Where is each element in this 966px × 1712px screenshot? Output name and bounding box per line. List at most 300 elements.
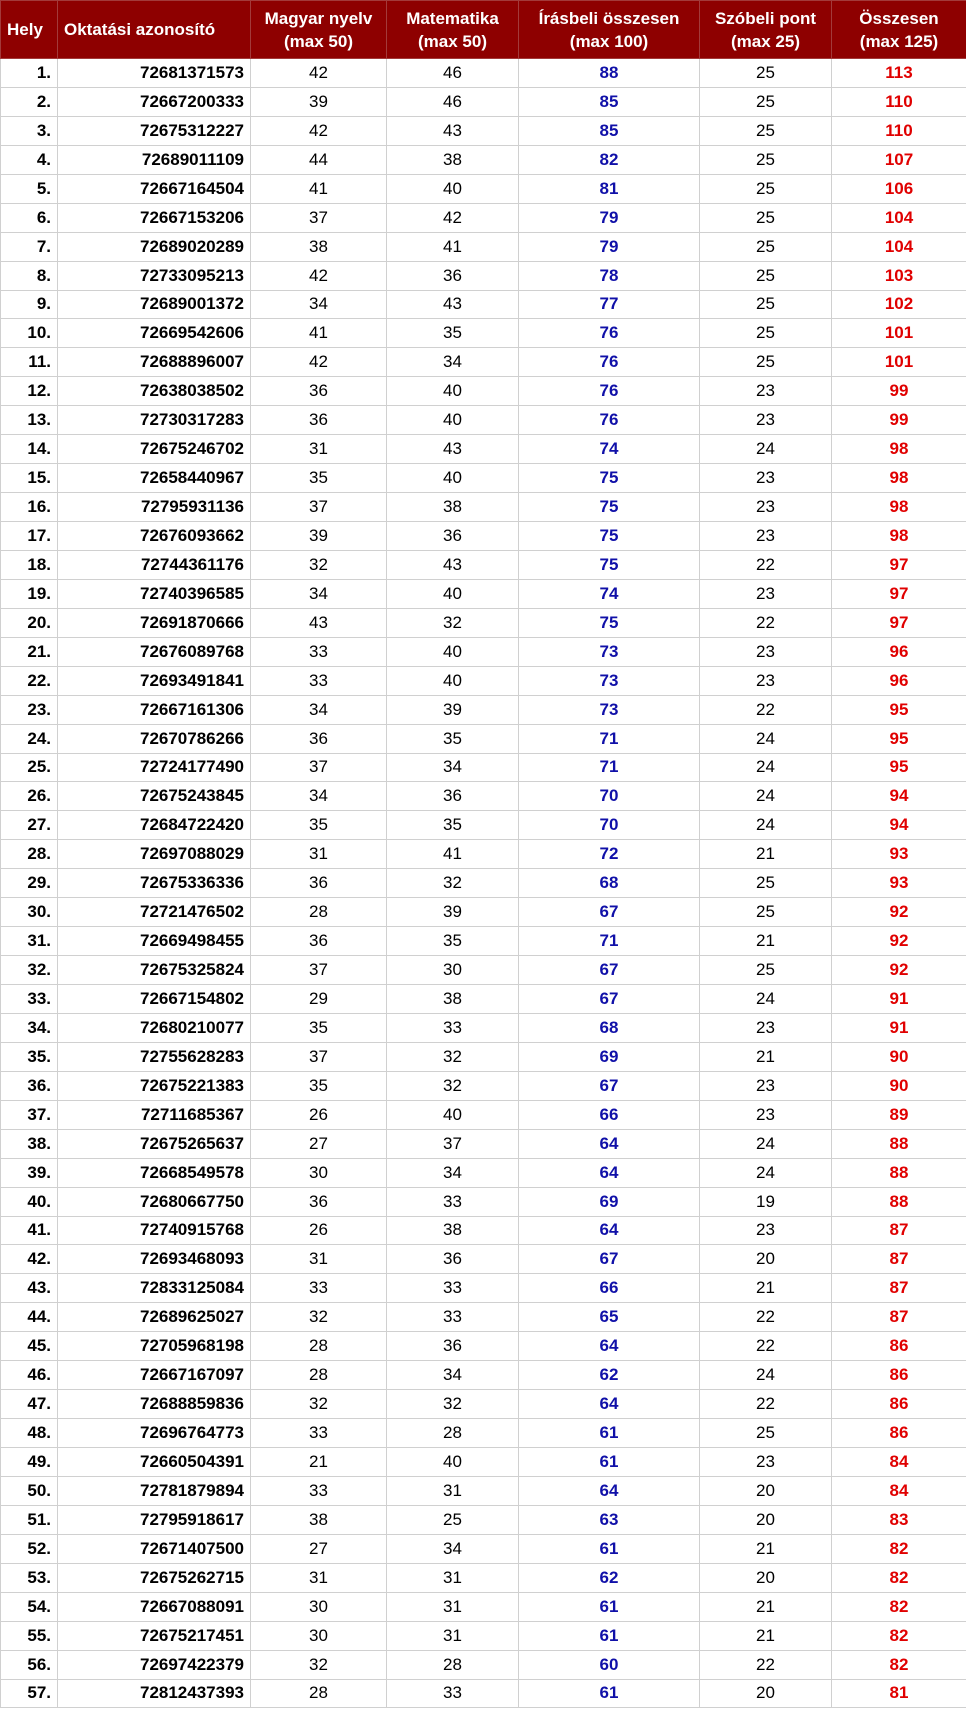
written-total-cell: 76	[519, 406, 700, 435]
grand-total-cell: 87	[832, 1303, 966, 1332]
grand-total-cell: 88	[832, 1129, 966, 1158]
student-id-cell: 72689001372	[58, 290, 251, 319]
oral-score-cell: 25	[700, 1419, 832, 1448]
student-id-cell: 72675243845	[58, 782, 251, 811]
rank-cell: 10.	[1, 319, 58, 348]
oral-score-cell: 23	[700, 377, 832, 406]
rank-cell: 29.	[1, 869, 58, 898]
student-id-cell: 72669542606	[58, 319, 251, 348]
table-row	[1, 1100, 966, 1129]
oral-score-cell: 20	[700, 1505, 832, 1534]
rank-cell: 52.	[1, 1534, 58, 1563]
rank-cell: 37.	[1, 1100, 58, 1129]
math-score-cell: 35	[387, 724, 519, 753]
grand-total-cell: 110	[832, 116, 966, 145]
written-total-cell: 61	[519, 1679, 700, 1708]
hungarian-score-cell: 43	[251, 608, 387, 637]
hungarian-score-cell: 42	[251, 348, 387, 377]
table-row	[1, 753, 966, 782]
table-row	[1, 608, 966, 637]
oral-score-cell: 25	[700, 898, 832, 927]
grand-total-cell: 113	[832, 59, 966, 88]
rank-cell: 43.	[1, 1274, 58, 1303]
oral-score-cell: 25	[700, 319, 832, 348]
hungarian-score-cell: 34	[251, 695, 387, 724]
hungarian-score-cell: 42	[251, 59, 387, 88]
student-id-cell: 72705968198	[58, 1332, 251, 1361]
student-id-cell: 72833125084	[58, 1274, 251, 1303]
written-total-cell: 64	[519, 1129, 700, 1158]
math-score-cell: 31	[387, 1621, 519, 1650]
oral-score-cell: 25	[700, 59, 832, 88]
math-score-cell: 38	[387, 1216, 519, 1245]
math-score-cell: 34	[387, 753, 519, 782]
written-total-cell: 64	[519, 1476, 700, 1505]
rank-cell: 34.	[1, 1013, 58, 1042]
rank-cell: 21.	[1, 637, 58, 666]
hungarian-score-cell: 42	[251, 261, 387, 290]
math-score-cell: 28	[387, 1650, 519, 1679]
written-total-cell: 71	[519, 753, 700, 782]
hungarian-score-cell: 39	[251, 87, 387, 116]
grand-total-cell: 93	[832, 869, 966, 898]
hungarian-score-cell: 36	[251, 927, 387, 956]
rank-cell: 20.	[1, 608, 58, 637]
rank-cell: 53.	[1, 1563, 58, 1592]
written-total-cell: 61	[519, 1534, 700, 1563]
table-row	[1, 464, 966, 493]
student-id-cell: 72668549578	[58, 1158, 251, 1187]
hungarian-score-cell: 37	[251, 956, 387, 985]
grand-total-cell: 95	[832, 753, 966, 782]
rank-cell: 39.	[1, 1158, 58, 1187]
header-grand-total-label: Összesen	[859, 8, 939, 28]
oral-score-cell: 25	[700, 869, 832, 898]
grand-total-cell: 90	[832, 1042, 966, 1071]
table-row	[1, 145, 966, 174]
rank-cell: 44.	[1, 1303, 58, 1332]
hungarian-score-cell: 39	[251, 522, 387, 551]
oral-score-cell: 25	[700, 232, 832, 261]
grand-total-cell: 106	[832, 174, 966, 203]
table-row	[1, 579, 966, 608]
grand-total-cell: 82	[832, 1534, 966, 1563]
math-score-cell: 38	[387, 985, 519, 1014]
written-total-cell: 71	[519, 927, 700, 956]
grand-total-cell: 94	[832, 811, 966, 840]
table-row	[1, 1158, 966, 1187]
oral-score-cell: 24	[700, 985, 832, 1014]
math-score-cell: 38	[387, 493, 519, 522]
header-oral-label: Szóbeli pont	[714, 8, 817, 28]
written-total-cell: 85	[519, 116, 700, 145]
rank-cell: 33.	[1, 985, 58, 1014]
rank-cell: 36.	[1, 1071, 58, 1100]
hungarian-score-cell: 36	[251, 406, 387, 435]
table-row	[1, 724, 966, 753]
hungarian-score-cell: 31	[251, 1245, 387, 1274]
rank-cell: 17.	[1, 522, 58, 551]
grand-total-cell: 82	[832, 1650, 966, 1679]
grand-total-cell: 89	[832, 1100, 966, 1129]
grand-total-cell: 95	[832, 724, 966, 753]
table-row	[1, 406, 966, 435]
table-row	[1, 203, 966, 232]
hungarian-score-cell: 33	[251, 666, 387, 695]
math-score-cell: 36	[387, 261, 519, 290]
table-row	[1, 1621, 966, 1650]
table-row	[1, 493, 966, 522]
written-total-cell: 75	[519, 464, 700, 493]
written-total-cell: 73	[519, 695, 700, 724]
math-score-cell: 31	[387, 1563, 519, 1592]
table-row	[1, 1129, 966, 1158]
rank-cell: 30.	[1, 898, 58, 927]
table-row	[1, 666, 966, 695]
oral-score-cell: 25	[700, 348, 832, 377]
grand-total-cell: 88	[832, 1187, 966, 1216]
oral-score-cell: 23	[700, 637, 832, 666]
rank-cell: 11.	[1, 348, 58, 377]
table-row	[1, 1361, 966, 1390]
student-id-cell: 72711685367	[58, 1100, 251, 1129]
table-row	[1, 840, 966, 869]
table-row	[1, 1013, 966, 1042]
oral-score-cell: 24	[700, 753, 832, 782]
hungarian-score-cell: 28	[251, 1332, 387, 1361]
oral-score-cell: 23	[700, 522, 832, 551]
oral-score-cell: 24	[700, 1158, 832, 1187]
rank-cell: 19.	[1, 579, 58, 608]
math-score-cell: 43	[387, 435, 519, 464]
rank-cell: 22.	[1, 666, 58, 695]
math-score-cell: 33	[387, 1274, 519, 1303]
rank-cell: 51.	[1, 1505, 58, 1534]
rank-cell: 5.	[1, 174, 58, 203]
hungarian-score-cell: 37	[251, 753, 387, 782]
rank-cell: 18.	[1, 550, 58, 579]
oral-score-cell: 22	[700, 1390, 832, 1419]
student-id-cell: 72638038502	[58, 377, 251, 406]
student-id-cell: 72675217451	[58, 1621, 251, 1650]
math-score-cell: 40	[387, 464, 519, 493]
header-row	[1, 1, 966, 59]
student-id-cell: 72691870666	[58, 608, 251, 637]
grand-total-cell: 97	[832, 550, 966, 579]
written-total-cell: 76	[519, 348, 700, 377]
rank-cell: 14.	[1, 435, 58, 464]
rank-cell: 41.	[1, 1216, 58, 1245]
hungarian-score-cell: 34	[251, 782, 387, 811]
hungarian-score-cell: 37	[251, 493, 387, 522]
written-total-cell: 77	[519, 290, 700, 319]
student-id-cell: 72675262715	[58, 1563, 251, 1592]
table-row	[1, 522, 966, 551]
rank-cell: 40.	[1, 1187, 58, 1216]
math-score-cell: 43	[387, 116, 519, 145]
student-id-cell: 72667153206	[58, 203, 251, 232]
header-student-id-label: Oktatási azonosító	[64, 20, 216, 39]
math-score-cell: 40	[387, 637, 519, 666]
hungarian-score-cell: 28	[251, 1679, 387, 1708]
grand-total-cell: 86	[832, 1419, 966, 1448]
oral-score-cell: 23	[700, 579, 832, 608]
math-score-cell: 32	[387, 1390, 519, 1419]
grand-total-cell: 104	[832, 232, 966, 261]
grand-total-cell: 82	[832, 1563, 966, 1592]
written-total-cell: 66	[519, 1274, 700, 1303]
student-id-cell: 72696764773	[58, 1419, 251, 1448]
oral-score-cell: 21	[700, 840, 832, 869]
hungarian-score-cell: 30	[251, 1158, 387, 1187]
grand-total-cell: 98	[832, 522, 966, 551]
written-total-cell: 61	[519, 1419, 700, 1448]
table-row	[1, 811, 966, 840]
math-score-cell: 34	[387, 1534, 519, 1563]
math-score-cell: 36	[387, 1332, 519, 1361]
rank-cell: 35.	[1, 1042, 58, 1071]
rank-cell: 57.	[1, 1679, 58, 1708]
grand-total-cell: 82	[832, 1592, 966, 1621]
header-oral-max: (max 25)	[731, 31, 800, 51]
hungarian-score-cell: 33	[251, 1419, 387, 1448]
table-row	[1, 174, 966, 203]
grand-total-cell: 101	[832, 348, 966, 377]
oral-score-cell: 19	[700, 1187, 832, 1216]
oral-score-cell: 23	[700, 666, 832, 695]
student-id-cell: 72781879894	[58, 1476, 251, 1505]
hungarian-score-cell: 29	[251, 985, 387, 1014]
grand-total-cell: 84	[832, 1476, 966, 1505]
rank-cell: 3.	[1, 116, 58, 145]
table-body	[1, 59, 966, 1708]
hungarian-score-cell: 30	[251, 1592, 387, 1621]
math-score-cell: 33	[387, 1303, 519, 1332]
rank-cell: 24.	[1, 724, 58, 753]
hungarian-score-cell: 26	[251, 1100, 387, 1129]
table-row	[1, 1042, 966, 1071]
table-row	[1, 1303, 966, 1332]
rank-cell: 1.	[1, 59, 58, 88]
written-total-cell: 67	[519, 985, 700, 1014]
student-id-cell: 72675336336	[58, 869, 251, 898]
oral-score-cell: 22	[700, 1303, 832, 1332]
oral-score-cell: 25	[700, 116, 832, 145]
rank-cell: 55.	[1, 1621, 58, 1650]
student-id-cell: 72680667750	[58, 1187, 251, 1216]
table-row	[1, 1390, 966, 1419]
math-score-cell: 40	[387, 174, 519, 203]
student-id-cell: 72795931136	[58, 493, 251, 522]
student-id-cell: 72658440967	[58, 464, 251, 493]
grand-total-cell: 96	[832, 637, 966, 666]
rank-cell: 9.	[1, 290, 58, 319]
grand-total-cell: 99	[832, 377, 966, 406]
hungarian-score-cell: 34	[251, 579, 387, 608]
student-id-cell: 72670786266	[58, 724, 251, 753]
written-total-cell: 73	[519, 637, 700, 666]
hungarian-score-cell: 31	[251, 435, 387, 464]
student-id-cell: 72693468093	[58, 1245, 251, 1274]
written-total-cell: 76	[519, 377, 700, 406]
math-score-cell: 36	[387, 1245, 519, 1274]
grand-total-cell: 96	[832, 666, 966, 695]
hungarian-score-cell: 36	[251, 1187, 387, 1216]
table-row	[1, 1332, 966, 1361]
hungarian-score-cell: 26	[251, 1216, 387, 1245]
oral-score-cell: 21	[700, 1042, 832, 1071]
math-score-cell: 32	[387, 1071, 519, 1100]
hungarian-score-cell: 32	[251, 1303, 387, 1332]
oral-score-cell: 22	[700, 1332, 832, 1361]
written-total-cell: 67	[519, 1245, 700, 1274]
written-total-cell: 64	[519, 1332, 700, 1361]
math-score-cell: 35	[387, 811, 519, 840]
oral-score-cell: 24	[700, 435, 832, 464]
student-id-cell: 72667164504	[58, 174, 251, 203]
grand-total-cell: 91	[832, 1013, 966, 1042]
table-row	[1, 550, 966, 579]
rank-cell: 32.	[1, 956, 58, 985]
written-total-cell: 69	[519, 1187, 700, 1216]
student-id-cell: 72697088029	[58, 840, 251, 869]
rank-cell: 46.	[1, 1361, 58, 1390]
table-row	[1, 869, 966, 898]
rank-cell: 2.	[1, 87, 58, 116]
written-total-cell: 64	[519, 1390, 700, 1419]
math-score-cell: 39	[387, 898, 519, 927]
math-score-cell: 46	[387, 87, 519, 116]
grand-total-cell: 107	[832, 145, 966, 174]
table-row	[1, 232, 966, 261]
hungarian-score-cell: 33	[251, 637, 387, 666]
written-total-cell: 75	[519, 493, 700, 522]
hungarian-score-cell: 35	[251, 464, 387, 493]
table-row	[1, 956, 966, 985]
written-total-cell: 88	[519, 59, 700, 88]
grand-total-cell: 87	[832, 1245, 966, 1274]
grand-total-cell: 82	[832, 1621, 966, 1650]
table-row	[1, 1592, 966, 1621]
math-score-cell: 36	[387, 522, 519, 551]
header-math-max: (max 50)	[418, 31, 487, 51]
written-total-cell: 70	[519, 782, 700, 811]
table-row	[1, 59, 966, 88]
table-row	[1, 898, 966, 927]
math-score-cell: 30	[387, 956, 519, 985]
written-total-cell: 61	[519, 1621, 700, 1650]
header-oral	[700, 1, 832, 59]
written-total-cell: 85	[519, 87, 700, 116]
oral-score-cell: 25	[700, 956, 832, 985]
written-total-cell: 61	[519, 1592, 700, 1621]
grand-total-cell: 92	[832, 956, 966, 985]
table-row	[1, 1216, 966, 1245]
header-hungarian	[251, 1, 387, 59]
hungarian-score-cell: 33	[251, 1476, 387, 1505]
math-score-cell: 33	[387, 1013, 519, 1042]
oral-score-cell: 20	[700, 1476, 832, 1505]
oral-score-cell: 23	[700, 1013, 832, 1042]
written-total-cell: 65	[519, 1303, 700, 1332]
table-row	[1, 261, 966, 290]
oral-score-cell: 22	[700, 608, 832, 637]
math-score-cell: 39	[387, 695, 519, 724]
written-total-cell: 68	[519, 869, 700, 898]
math-score-cell: 40	[387, 666, 519, 695]
hungarian-score-cell: 28	[251, 1361, 387, 1390]
grand-total-cell: 90	[832, 1071, 966, 1100]
written-total-cell: 73	[519, 666, 700, 695]
student-id-cell: 72744361176	[58, 550, 251, 579]
written-total-cell: 67	[519, 956, 700, 985]
oral-score-cell: 21	[700, 1621, 832, 1650]
student-id-cell: 72733095213	[58, 261, 251, 290]
grand-total-cell: 98	[832, 435, 966, 464]
oral-score-cell: 21	[700, 1592, 832, 1621]
oral-score-cell: 21	[700, 1274, 832, 1303]
header-rank-label: Hely	[7, 20, 43, 39]
grand-total-cell: 86	[832, 1361, 966, 1390]
hungarian-score-cell: 27	[251, 1534, 387, 1563]
grand-total-cell: 102	[832, 290, 966, 319]
math-score-cell: 42	[387, 203, 519, 232]
hungarian-score-cell: 36	[251, 869, 387, 898]
table-header	[1, 1, 966, 59]
hungarian-score-cell: 32	[251, 550, 387, 579]
table-row	[1, 927, 966, 956]
grand-total-cell: 92	[832, 927, 966, 956]
oral-score-cell: 25	[700, 261, 832, 290]
math-score-cell: 40	[387, 579, 519, 608]
student-id-cell: 72697422379	[58, 1650, 251, 1679]
student-id-cell: 72693491841	[58, 666, 251, 695]
table-row	[1, 695, 966, 724]
grand-total-cell: 104	[832, 203, 966, 232]
hungarian-score-cell: 38	[251, 232, 387, 261]
student-id-cell: 72669498455	[58, 927, 251, 956]
math-score-cell: 33	[387, 1679, 519, 1708]
hungarian-score-cell: 27	[251, 1129, 387, 1158]
rank-cell: 15.	[1, 464, 58, 493]
hungarian-score-cell: 34	[251, 290, 387, 319]
hungarian-score-cell: 30	[251, 1621, 387, 1650]
rank-cell: 42.	[1, 1245, 58, 1274]
hungarian-score-cell: 44	[251, 145, 387, 174]
student-id-cell: 72681371573	[58, 59, 251, 88]
hungarian-score-cell: 35	[251, 1071, 387, 1100]
rank-cell: 48.	[1, 1419, 58, 1448]
student-id-cell: 72667154802	[58, 985, 251, 1014]
oral-score-cell: 25	[700, 145, 832, 174]
written-total-cell: 66	[519, 1100, 700, 1129]
written-total-cell: 64	[519, 1216, 700, 1245]
student-id-cell: 72688859836	[58, 1390, 251, 1419]
written-total-cell: 60	[519, 1650, 700, 1679]
oral-score-cell: 22	[700, 695, 832, 724]
student-id-cell: 72667088091	[58, 1592, 251, 1621]
math-score-cell: 40	[387, 1448, 519, 1477]
math-score-cell: 32	[387, 608, 519, 637]
rank-cell: 49.	[1, 1448, 58, 1477]
oral-score-cell: 20	[700, 1245, 832, 1274]
oral-score-cell: 25	[700, 87, 832, 116]
math-score-cell: 35	[387, 927, 519, 956]
student-id-cell: 72724177490	[58, 753, 251, 782]
grand-total-cell: 92	[832, 898, 966, 927]
student-id-cell: 72675221383	[58, 1071, 251, 1100]
table-row	[1, 1563, 966, 1592]
